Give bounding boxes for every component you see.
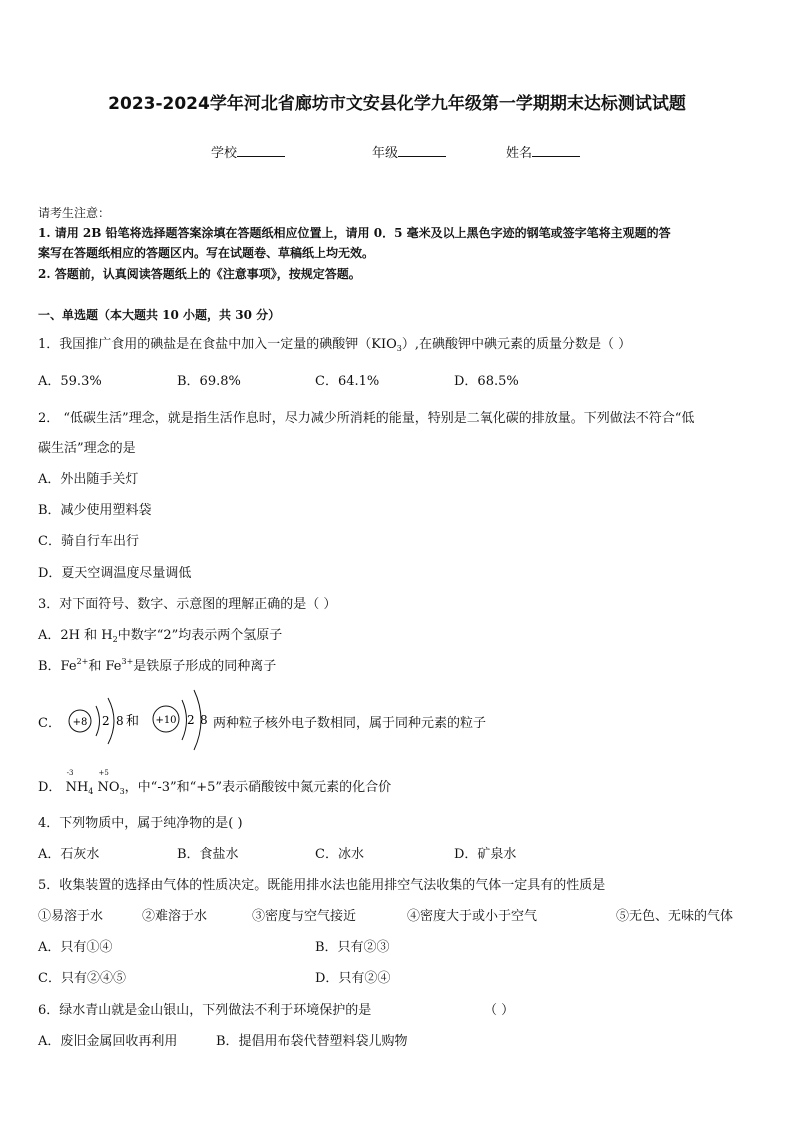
q1-option-a: A．59.3% bbox=[38, 374, 102, 389]
q6-option-a: A．废旧金属回收再利用 bbox=[38, 1034, 178, 1049]
q3-b-sup2: 3+ bbox=[121, 657, 134, 666]
q2-stem-b: 碳生活”理念的是 bbox=[38, 441, 136, 456]
q1-stem-text: 1．我国推广食用的碘盐是在食盐中加入一定量的碘酸钾（KIO bbox=[38, 337, 397, 352]
q5-option-d: D．只有②④ bbox=[315, 971, 391, 986]
q5-option-b: B．只有②③ bbox=[315, 940, 390, 955]
q6-answer-paren: （ ） bbox=[484, 1003, 515, 1018]
oxygen-subscript: 3 bbox=[119, 787, 125, 796]
q1-option-c: C．64.1% bbox=[315, 374, 380, 389]
nitrogen-1-valence: -3 bbox=[66, 769, 74, 777]
school-field bbox=[211, 142, 285, 161]
q3-d-text: ，中“-3”和“+5”表示硝酸铵中氮元素的化合价 bbox=[124, 780, 392, 795]
grade-blank[interactable] bbox=[398, 142, 446, 157]
q2-option-c: C．骑自行车出行 bbox=[38, 534, 139, 549]
atom1-shell1: 2 bbox=[102, 714, 110, 728]
atom1-nucleus: +8 bbox=[72, 717, 88, 728]
q4-option-d: D．矿泉水 bbox=[454, 847, 517, 862]
q3-b-sup1: 2+ bbox=[76, 657, 89, 666]
q1-stem bbox=[38, 333, 631, 353]
q3-a-subscript: 2 bbox=[112, 635, 118, 644]
atom2-shell1-arc bbox=[182, 700, 187, 740]
q2-option-a: A．外出随手关灯 bbox=[38, 472, 139, 487]
q1-stem-text-end: ）,在碘酸钾中碘元素的质量分数是（ ） bbox=[401, 337, 632, 352]
q5-property-4: ④密度大于或小于空气 bbox=[407, 909, 538, 924]
school-label: 学校 bbox=[211, 146, 238, 161]
and-text: 和 bbox=[126, 714, 140, 729]
q2-option-d: D．夏天空调温度尽量调低 bbox=[38, 566, 192, 581]
q3-option-c-text: 两种粒子核外电子数相同，属于同种元素的粒子 bbox=[213, 716, 487, 731]
q6-option-b: B．提倡用布袋代替塑料袋儿购物 bbox=[216, 1034, 408, 1049]
q3-option-d bbox=[38, 769, 392, 796]
q3-b-text-mid: 和 Fe bbox=[88, 659, 122, 674]
q4-option-b: B．食盐水 bbox=[177, 847, 239, 862]
q3-option-a bbox=[38, 624, 282, 644]
q1-subscript: 3 bbox=[396, 344, 402, 353]
grade-field bbox=[372, 142, 446, 161]
oxygen-symbol: O bbox=[108, 780, 120, 795]
nitrogen-2-valence: +5 bbox=[98, 769, 109, 777]
q4-option-a: A．石灰水 bbox=[38, 847, 100, 862]
atom1-shell2: 8 bbox=[116, 714, 124, 728]
nitrogen-2-symbol: N bbox=[97, 780, 109, 795]
nitrogen-1-symbol: N bbox=[65, 780, 77, 795]
q5-option-a: A．只有①④ bbox=[38, 940, 113, 955]
name-blank[interactable] bbox=[532, 142, 580, 157]
q2-stem-a: 2． “低碳生活”理念，就是指生活作息时，尽力减少所消耗的能量，特别是二氧化碳的排放量。下列做法不符合“低 bbox=[38, 411, 695, 426]
q5-property-2: ②难溶于水 bbox=[142, 909, 208, 924]
q3-d-label: D． bbox=[38, 780, 62, 795]
atom2-shell1: 2 bbox=[187, 713, 195, 727]
q5-stem: 5．收集装置的选择由气体的性质决定。既能用排水法也能用排空气法收集的气体一定具有的性质是 bbox=[38, 878, 606, 893]
atom2-shell2: 8 bbox=[200, 713, 208, 727]
hydrogen-subscript: 4 bbox=[88, 787, 94, 796]
q1-option-b: B．69.8% bbox=[177, 374, 241, 389]
q3-a-text-end: 中数字“2”均表示两个氢原子 bbox=[117, 628, 283, 643]
q4-stem: 4．下列物质中，属于纯净物的是( ) bbox=[38, 816, 243, 831]
section-heading: 一、单选题（本大题共 10 小题，共 30 分） bbox=[38, 308, 281, 322]
q3-option-c-label: C． bbox=[38, 716, 61, 731]
q3-option-b bbox=[38, 655, 276, 674]
name-field bbox=[506, 142, 580, 161]
atom1-shell1-arc bbox=[96, 706, 100, 736]
q4-option-c: C．冰水 bbox=[315, 847, 364, 862]
q2-option-b: B．减少使用塑料袋 bbox=[38, 503, 152, 518]
notice-line-1a: 1. 请用 2B 铅笔将选择题答案涂填在答题纸相应位置上，请用 0．5 毫米及以上黑色字迹的钢笔或签字笔将主观题的答 bbox=[38, 226, 671, 240]
q5-property-1: ①易溶于水 bbox=[38, 909, 104, 924]
atom-structure-diagrams bbox=[60, 684, 220, 758]
name-label: 姓名 bbox=[506, 146, 533, 161]
hydrogen-symbol: H bbox=[76, 780, 89, 795]
q1-option-d: D．68.5% bbox=[454, 374, 519, 389]
q3-b-text: B．Fe bbox=[38, 659, 77, 674]
school-blank[interactable] bbox=[237, 142, 285, 157]
q6-stem: 6．绿水青山就是金山银山，下列做法不利于环境保护的是 bbox=[38, 1003, 372, 1018]
q5-property-5: ⑤无色、无味的气体 bbox=[616, 909, 734, 924]
page-title: 2023-2024学年河北省廊坊市文安县化学九年级第一学期期末达标测试试题 bbox=[108, 94, 686, 114]
q5-property-3: ③密度与空气接近 bbox=[252, 909, 357, 924]
notice-line-2: 2. 答题前，认真阅读答题纸上的《注意事项》，按规定答题。 bbox=[38, 267, 361, 281]
q5-option-c: C．只有②④⑤ bbox=[38, 971, 126, 986]
q3-a-text: A．2H 和 H bbox=[38, 628, 113, 643]
notice-line-1b: 案写在答题纸相应的答题区内。写在试题卷、草稿纸上均无效。 bbox=[38, 246, 375, 260]
notice-heading: 请考生注意： bbox=[38, 206, 111, 220]
q3-b-text-end: 是铁原子形成的同种离子 bbox=[133, 659, 277, 674]
grade-label: 年级 bbox=[372, 146, 399, 161]
atom2-nucleus: +10 bbox=[155, 715, 177, 726]
nitrogen-2 bbox=[97, 769, 109, 795]
q3-stem: 3．对下面符号、数字、示意图的理解正确的是（ ） bbox=[38, 597, 337, 612]
nitrogen-1 bbox=[65, 769, 77, 795]
